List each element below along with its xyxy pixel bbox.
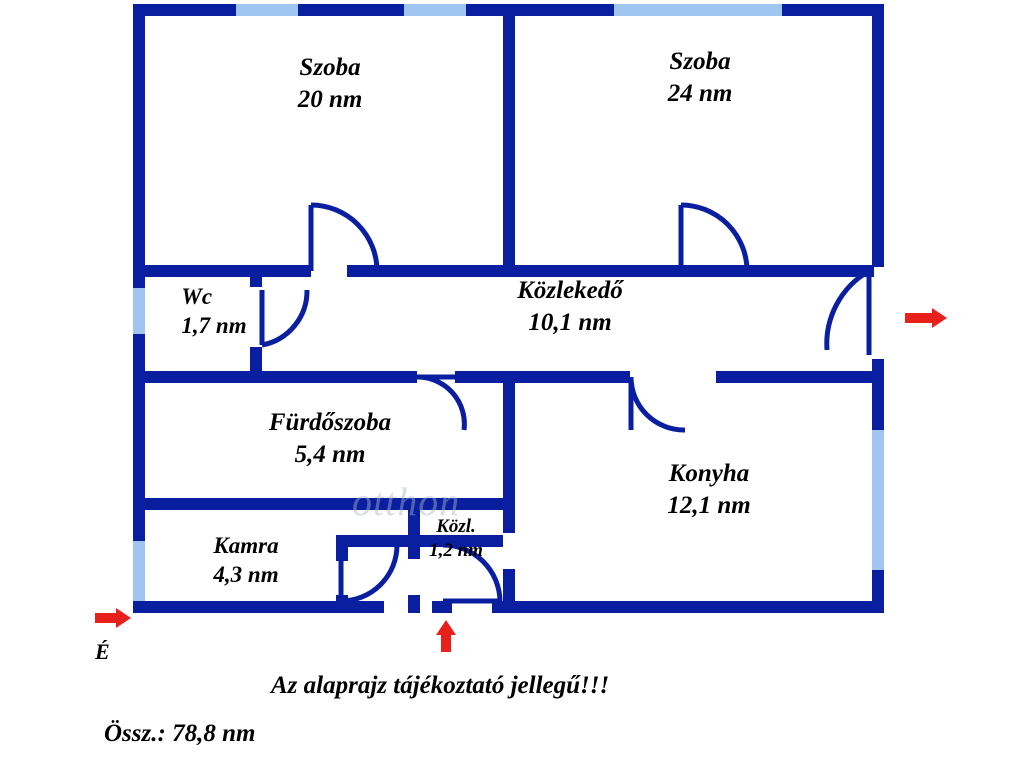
room-label-konyha bbox=[667, 458, 750, 522]
room-label-szoba-1 bbox=[298, 52, 363, 116]
watermark: otthon bbox=[352, 479, 461, 524]
room-name: Szoba bbox=[669, 48, 731, 75]
room-area: 1,7 nm bbox=[181, 313, 247, 339]
room-label-kozl bbox=[429, 515, 483, 564]
room-label-kozlekedo bbox=[517, 275, 623, 339]
room-name: Szoba bbox=[299, 54, 361, 81]
room-name: Közlekedő bbox=[517, 277, 623, 304]
room-name: Konyha bbox=[668, 460, 750, 487]
room-label-wc bbox=[181, 282, 246, 341]
room-label-kamra bbox=[213, 531, 278, 590]
room-name: Fürdőszoba bbox=[268, 409, 392, 436]
room-label-furdoszoba bbox=[269, 407, 391, 471]
room-area: 24 nm bbox=[667, 80, 733, 107]
disclaimer-text: Az alaprajz tájékoztató jellegű!!! bbox=[271, 672, 610, 699]
room-label-szoba-2 bbox=[668, 46, 733, 110]
room-area: 20 nm bbox=[297, 86, 363, 113]
room-area: 5,4 nm bbox=[294, 441, 366, 468]
room-area: 4,3 nm bbox=[213, 562, 279, 588]
room-area: 12,1 nm bbox=[667, 492, 751, 519]
room-name: Kamra bbox=[213, 533, 279, 558]
compass-north-label: É bbox=[95, 639, 110, 664]
room-name: Közl. bbox=[436, 516, 476, 537]
room-area: 10,1 nm bbox=[528, 309, 612, 336]
total-area-text: Össz.: 78,8 nm bbox=[104, 720, 256, 747]
direction-arrows bbox=[95, 308, 947, 652]
room-name: Wc bbox=[181, 284, 213, 309]
room-area: 1,2 nm bbox=[429, 540, 483, 562]
